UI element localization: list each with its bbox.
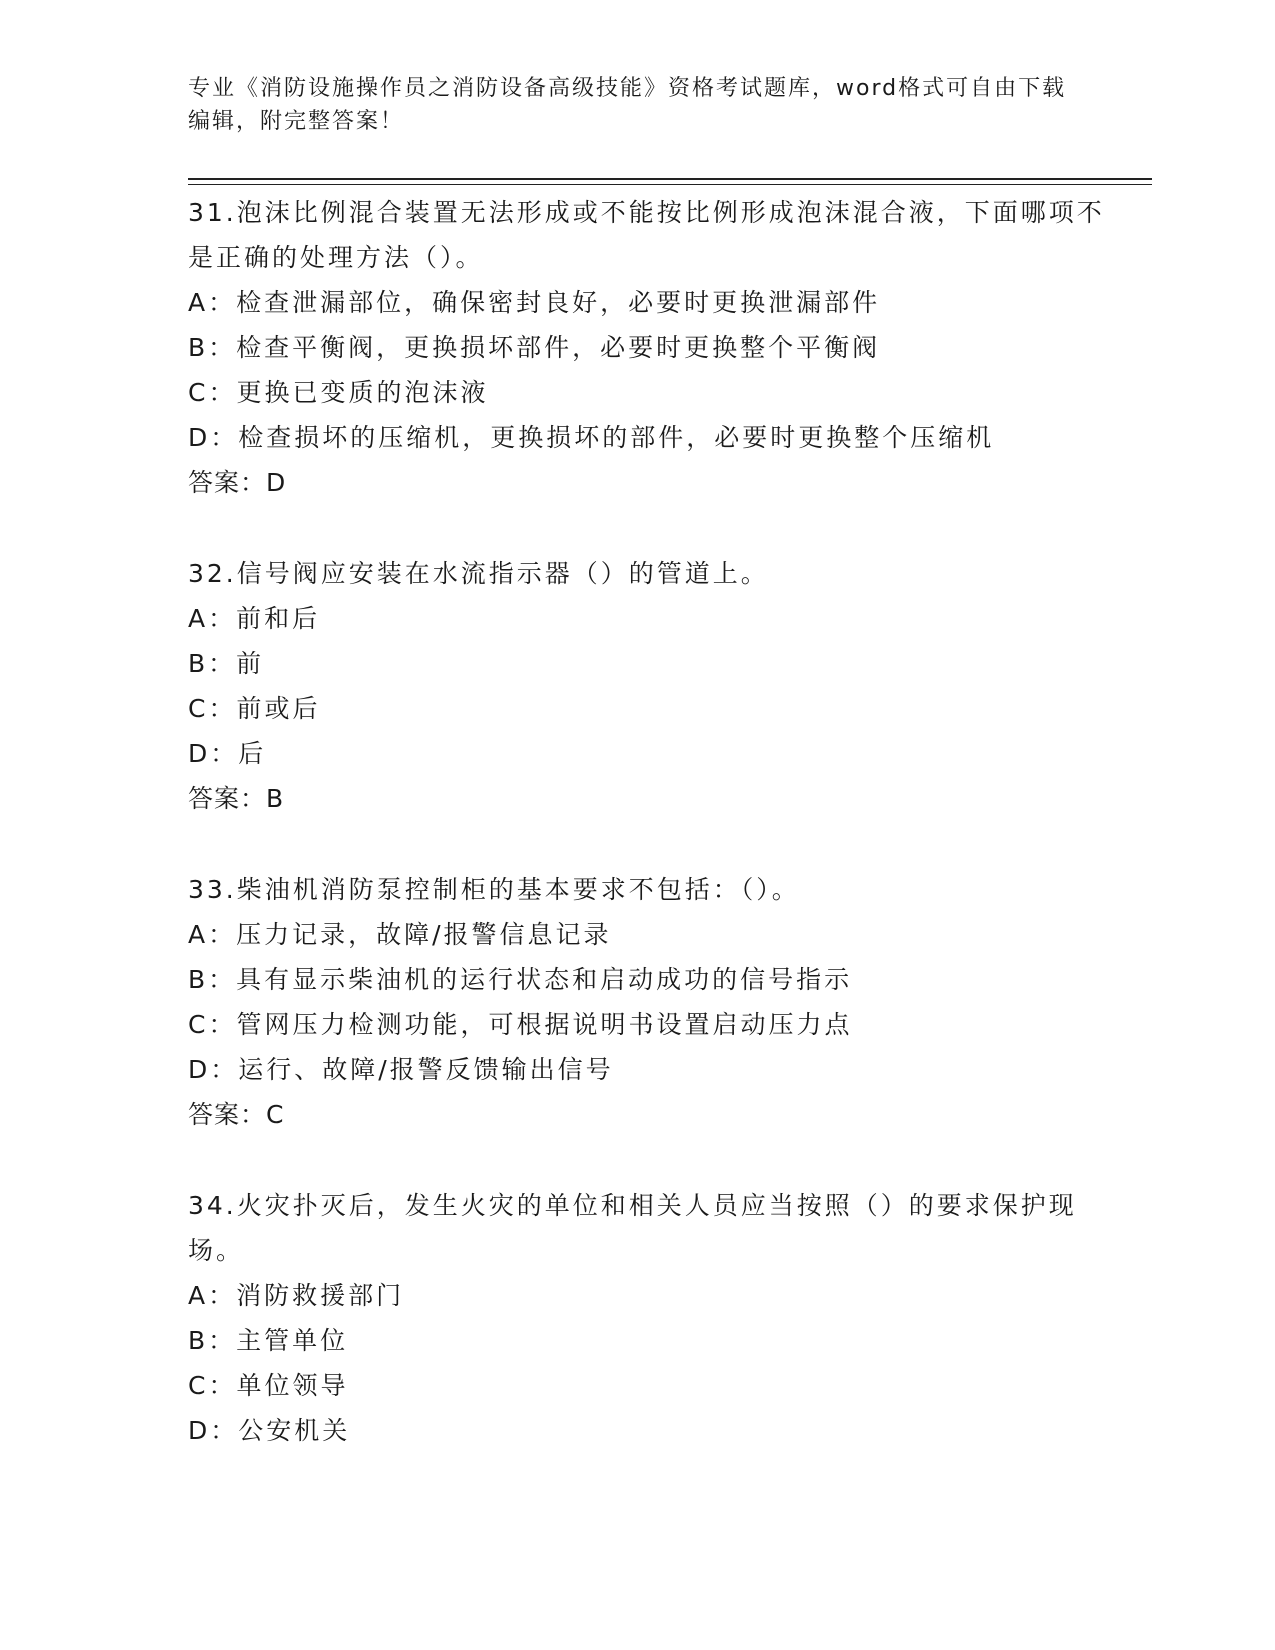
option-c: C：单位领导: [188, 1371, 349, 1400]
option-a: A：前和后: [188, 604, 321, 633]
option-a: A：压力记录，故障/报警信息记录: [188, 920, 612, 949]
question-stem: 34.火灾扑灭后，发生火灾的单位和相关人员应当按照（）的要求保护现场。: [188, 1191, 1077, 1265]
answer-line: 答案：C: [188, 1100, 285, 1129]
question-33: [188, 867, 1118, 1137]
header-divider: [188, 178, 1152, 180]
option-b: B：具有显示柴油机的运行状态和启动成功的信号指示: [188, 965, 853, 994]
question-31: [188, 190, 1118, 505]
option-c: C：更换已变质的泡沫液: [188, 378, 489, 407]
header-divider-thin: [188, 184, 1152, 185]
question-stem: 31.泡沫比例混合装置无法形成或不能按比例形成泡沫混合液，下面哪项不是正确的处理方法（）。: [188, 198, 1105, 272]
option-a: A：检查泄漏部位，确保密封良好，必要时更换泄漏部件: [188, 288, 881, 317]
question-32: [188, 551, 1118, 821]
question-stem: 32.信号阀应安装在水流指示器（）的管道上。: [188, 559, 769, 588]
option-b: B：前: [188, 649, 265, 678]
option-d: D：后: [188, 739, 267, 768]
answer-line: 答案：D: [188, 468, 287, 497]
option-c: C：管网压力检测功能，可根据说明书设置启动压力点: [188, 1010, 853, 1039]
option-d: D：运行、故障/报警反馈输出信号: [188, 1055, 614, 1084]
question-34: [188, 1183, 1118, 1453]
option-a: A：消防救援部门: [188, 1281, 405, 1310]
option-d: D：检查损坏的压缩机，更换损坏的部件，必要时更换整个压缩机: [188, 423, 995, 452]
option-d: D：公安机关: [188, 1416, 351, 1445]
question-list: [188, 190, 1118, 1499]
option-c: C：前或后: [188, 694, 321, 723]
option-b: B：主管单位: [188, 1326, 349, 1355]
question-stem: 33.柴油机消防泵控制柜的基本要求不包括：（）。: [188, 875, 800, 904]
answer-line: 答案：B: [188, 784, 285, 813]
document-header: 专业《消防设施操作员之消防设备高级技能》资格考试题库，word格式可自由下载编辑，附完整答案！: [188, 76, 1067, 134]
option-b: B：检查平衡阀，更换损坏部件，必要时更换整个平衡阀: [188, 333, 881, 362]
